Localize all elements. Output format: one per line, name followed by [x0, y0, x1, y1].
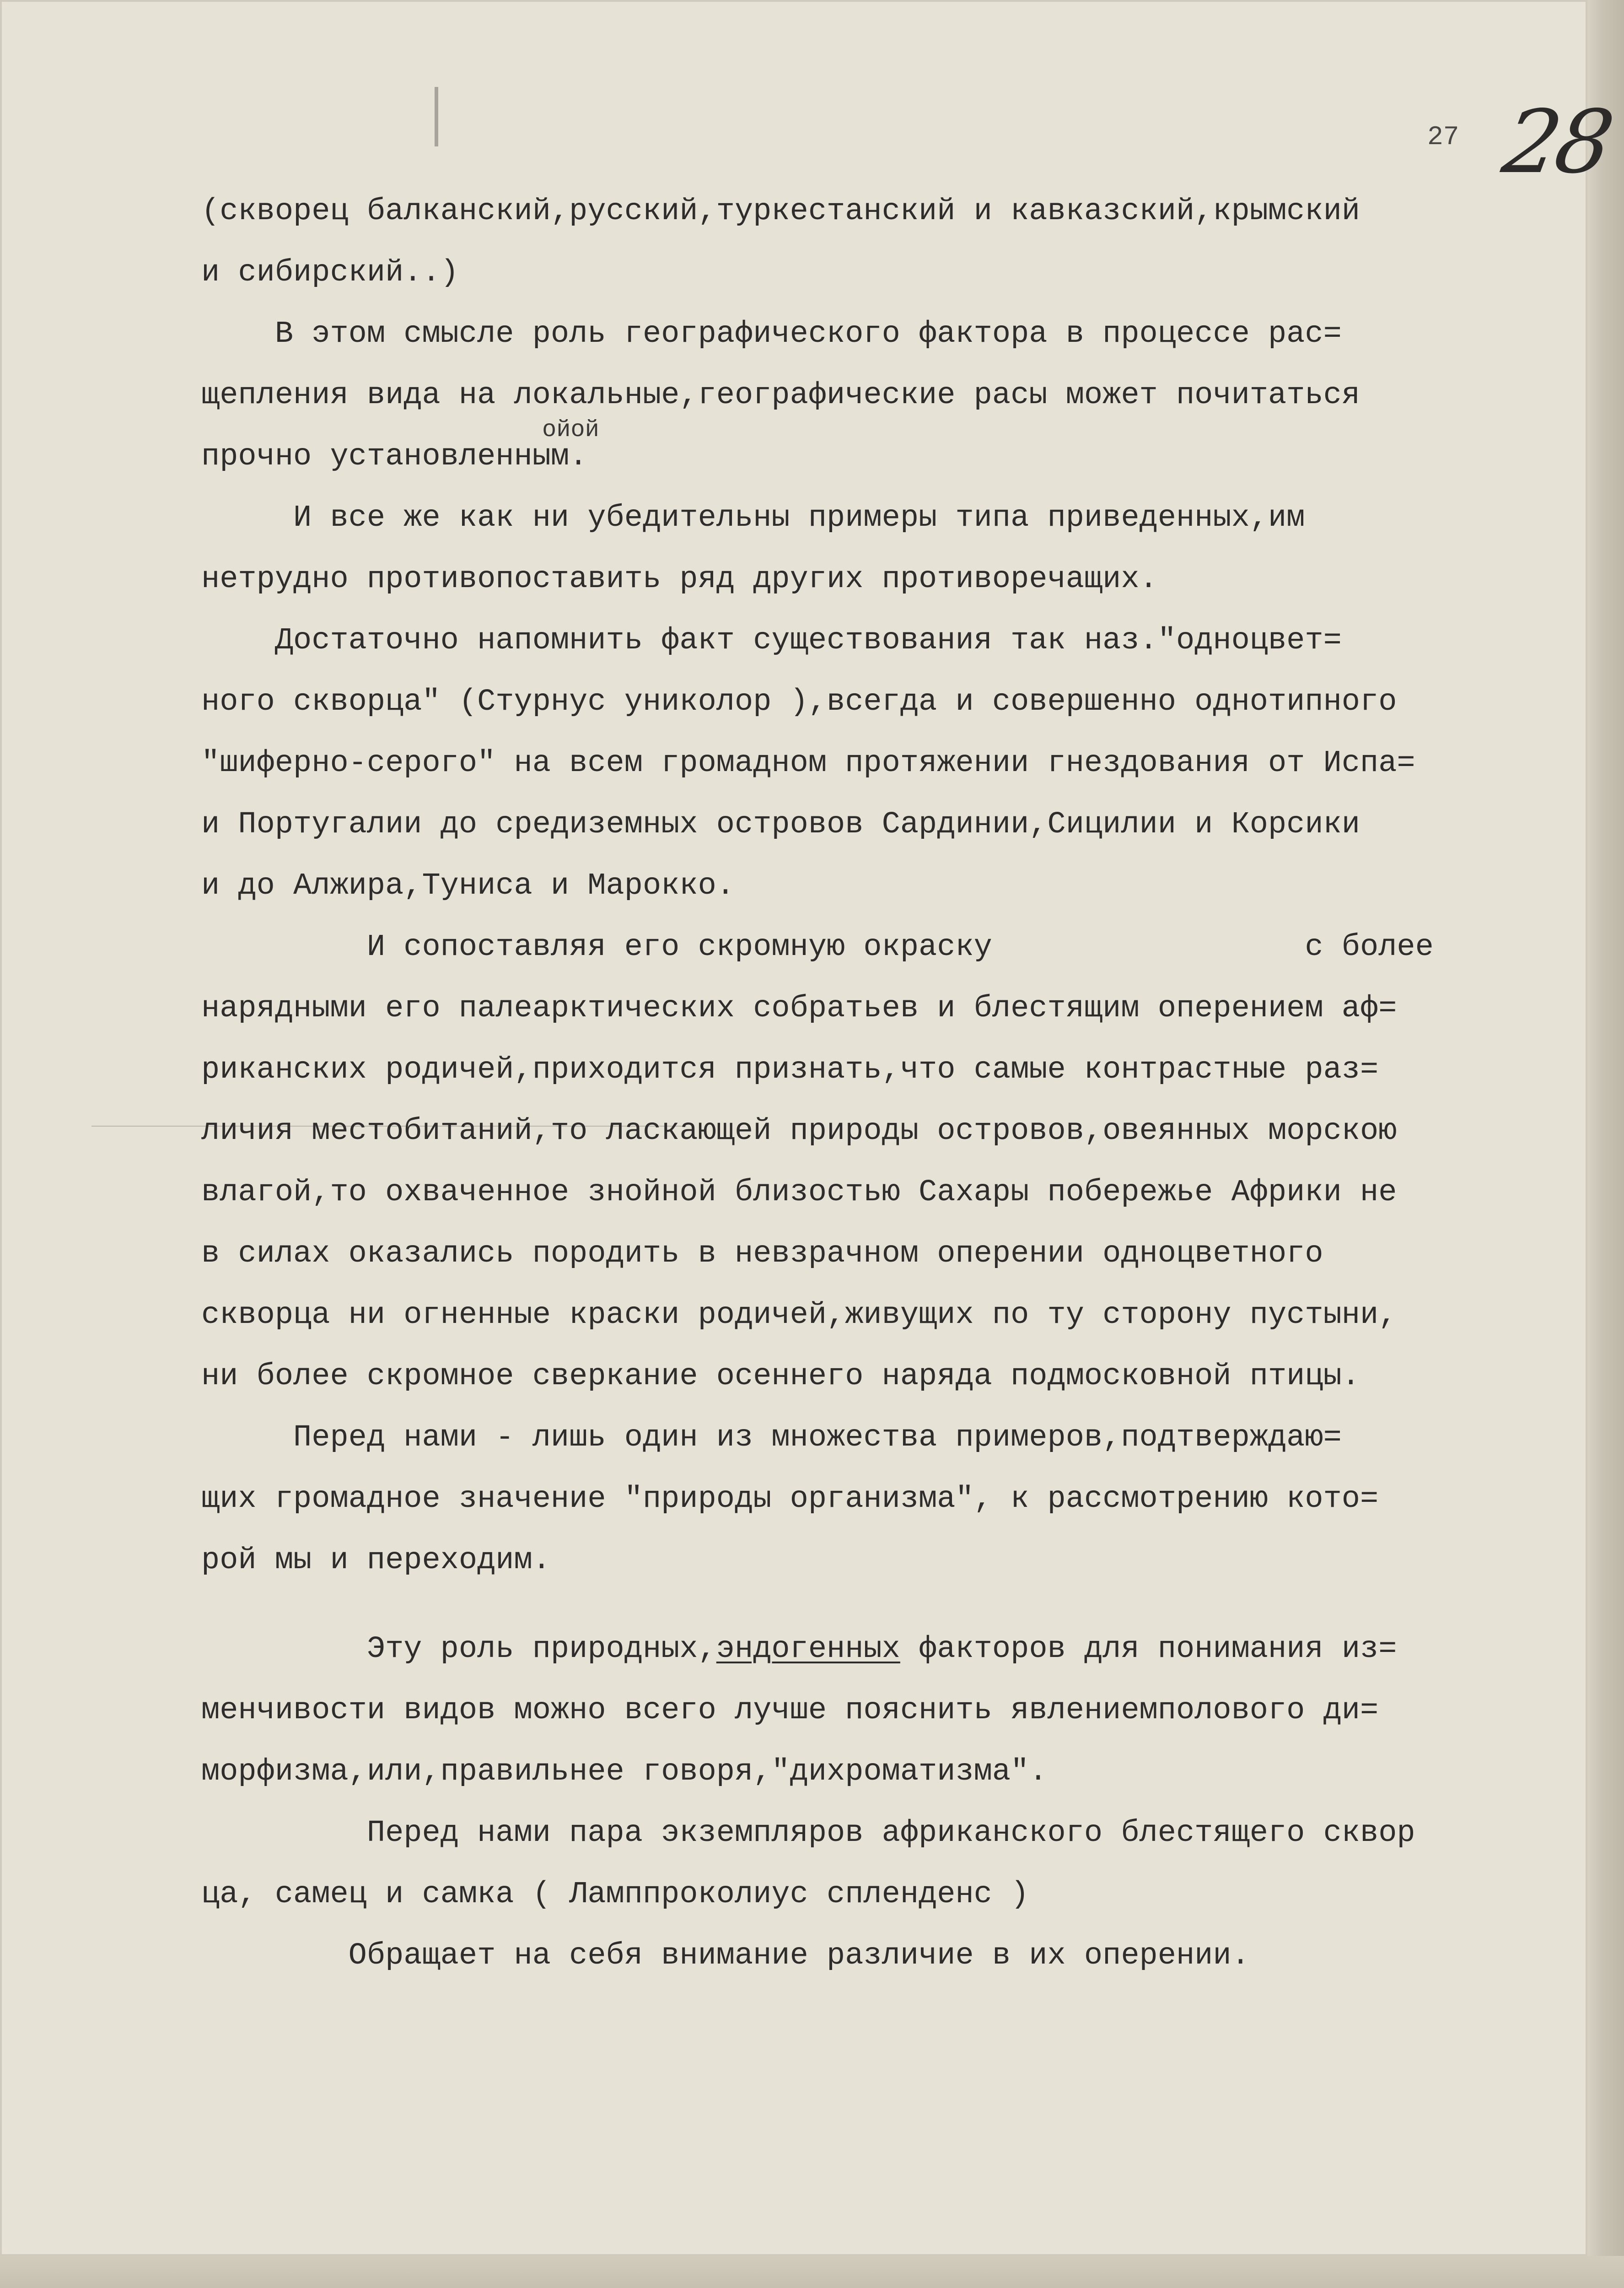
text-line: "шиферно-серого" на всем громадном протяжении гнездования от Испа=	[201, 746, 1415, 781]
page-bottom-edge	[0, 2256, 1624, 2288]
text-line: менчивости видов можно всего лучше пояснить явлениемполового ди=	[201, 1693, 1379, 1728]
typewritten-body	[201, 181, 1514, 1986]
text-line: Обращает на себя внимание различие в их оперении.	[201, 1938, 1250, 1973]
text-segment: факторов для понимания из=	[900, 1632, 1397, 1667]
text-line: (скворец балканский,русский,туркестанский и кавказский,крымский	[201, 194, 1361, 229]
text-line: щепления вида на локальные,географические расы может почитаться	[201, 378, 1361, 413]
text-line: скворца ни огненные краски родичей,живущих по ту сторону пустыни,	[201, 1298, 1397, 1333]
text-line	[201, 1619, 1514, 1680]
underlined-term: эндогенных	[716, 1632, 900, 1667]
text-line: риканских родичей,приходится признать,что самые контрастные раз=	[201, 1052, 1379, 1087]
text-segment: Эту роль природных,	[201, 1632, 716, 1667]
text-line: ни более скромное сверкание осеннего наряда подмосковной птицы.	[201, 1359, 1361, 1394]
text-line: И сопоставляя его скромную окраску с более	[201, 930, 1434, 965]
text-line: В этом смысле роль географического фактора в процессе рас=	[201, 317, 1342, 351]
text-line: личия местобитаний,то ласкающей природы островов,овеянных морскою	[201, 1114, 1397, 1149]
page-number: 27	[1427, 123, 1459, 152]
archive-folio-number: 28	[1496, 92, 1618, 193]
text-line: и Португалии до средиземных островов Сардинии,Сицилии и Корсики	[201, 807, 1361, 842]
text-line: рой мы и переходим.	[201, 1543, 551, 1578]
text-line: И все же как ни убедительны примеры типа приведенных,им	[201, 501, 1305, 535]
text-line: Перед нами - лишь один из множества примеров,подтверждаю=	[201, 1420, 1342, 1455]
text-line: нарядными его палеарктических собратьев и блестящим оперением аф=	[201, 991, 1397, 1026]
text-line: Перед нами пара экземпляров африканского блестящего сквор	[201, 1816, 1415, 1851]
text-line: влагой,то охваченное знойной близостью Сахары побережье Африки не	[201, 1175, 1397, 1210]
text-line: ного скворца" (Стурнус униколор ),всегда и совершенно однотипного	[201, 685, 1397, 719]
text-line: Достаточно напомнить факт существования так наз."одноцвет=	[201, 623, 1342, 658]
text-line: ца, самец и самка ( Ламппроколиус спленденс )	[201, 1877, 1029, 1912]
text-line: прочно установленным.	[201, 439, 588, 474]
text-line: морфизма,или,правильнее говоря,"дихроматизма".	[201, 1754, 1048, 1789]
text-line: щих громадное значение "природы организма", к рассмотрению кото=	[201, 1482, 1379, 1516]
text-line: в силах оказались породить в невзрачном оперении одноцветного	[201, 1236, 1323, 1271]
text-line: нетрудно противопоставить ряд других противоречащих.	[201, 562, 1158, 597]
text-line: и сибирский..)	[201, 255, 459, 290]
text-line: и до Алжира,Туниса и Марокко.	[201, 869, 735, 903]
paragraph-gap	[201, 1591, 1514, 1619]
stray-pencil-mark	[435, 87, 438, 146]
handwritten-insertion: ойой	[542, 416, 599, 443]
page-edge	[1587, 0, 1624, 2288]
